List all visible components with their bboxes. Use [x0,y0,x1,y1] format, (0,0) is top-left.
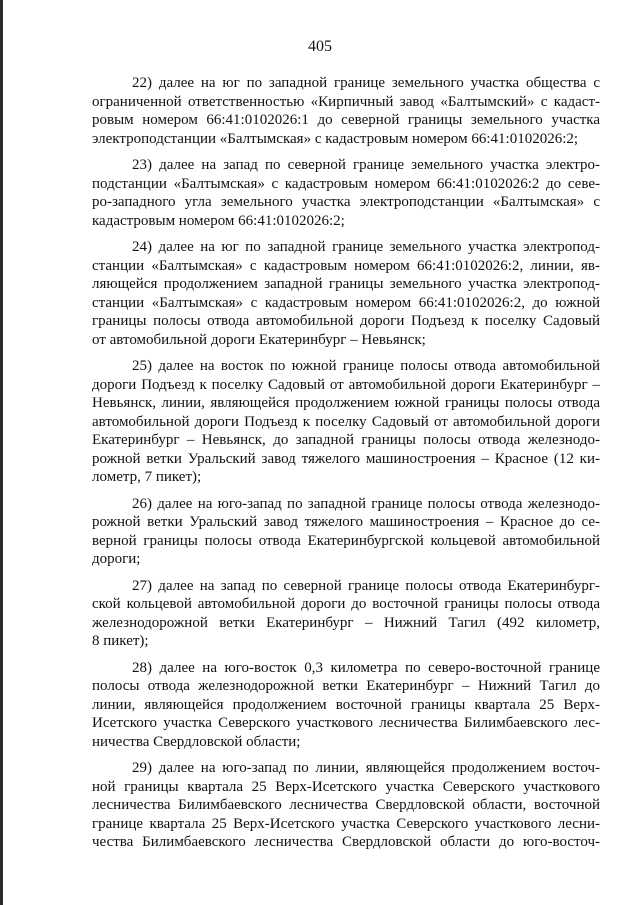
paragraph-28 [92,659,600,752]
text-line: 8 пикет); [92,633,149,649]
text-line: ной границы квартала 25 Верх-Исетского участка Северского участкового [92,778,600,795]
paragraph-27 [92,577,600,651]
text-line: полосы отвода железнодорожной ветки Екатеринбург – Нижний Тагил до [92,678,600,694]
paragraph-25 [92,357,600,487]
text-line: верной границы полосы отвода Екатеринбургской кольцевой автомобильной [92,532,600,549]
text-line: 23) далее на запад по северной границе земельного участка электро- [132,157,600,173]
text-line: кадастровым номером 66:41:0102026:2; [92,212,345,229]
text-line: от автомобильной дороги Екатеринбург – Невьянск; [92,331,426,348]
text-line: линии, являющейся продолжением восточной границы квартала 25 Верх- [92,696,600,713]
text-line: рожной ветки Уральский завод тяжелого машиностроения – Красное до се- [92,514,600,530]
text-line: 27) далее на запад по северной границе полосы отвода Екатеринбург- [132,577,600,594]
text-line: 25) далее на восток по южной границе полосы отвода автомобильной [132,358,600,374]
text-line: ровым номером 66:41:0102026:1 до северной границы земельного участка [92,112,600,128]
paragraph-24 [92,238,600,349]
text-line: ской кольцевой автомобильной дороги до восточной границы полосы отвода [92,596,600,612]
text-line: Исетского участка Северского участкового лесничества Билимбаевского лес- [92,715,600,731]
text-line: подстанции «Балтымская» с кадастровым номером 66:41:0102026:2 до севе- [92,175,600,192]
text-line: дороги Подъезд к поселку Садовый от автомобильной дороги Екатеринбург – [92,376,600,393]
text-line: границы полосы отвода автомобильной дороги Подъезд к поселку Садовый [92,313,600,329]
text-line: лометр, 7 пикет); [92,469,202,485]
text-line: 29) далее на юго-запад по линии, являющейся продолжением восточ- [132,760,600,776]
paragraph-23 [92,156,600,230]
paragraph-29 [92,759,600,852]
text-line: ничества Свердловской области; [92,733,301,750]
text-line: 22) далее на юг по западной границе земельного участка общества с [132,75,600,91]
text-line: электроподстанции «Балтымская» с кадастровым номером 66:41:0102026:2; [92,130,579,147]
text-line: Невьянск, линии, являющейся продолжением южной границы полосы отвода [92,395,600,411]
text-line: 24) далее на юг по западной границе земельного участка электропод- [132,239,600,255]
text-line: железнодорожной ветки Екатеринбург – Нижний Тагил (492 километр, [92,614,600,631]
text-line: ро-западного угла земельного участка электроподстанции «Балтымская» с [92,194,600,210]
text-line: автомобильной дороги Подъезд к поселку Садовый от автомобильной дороги [92,413,600,430]
text-line: ограниченной ответственностью «Кирпичный завод «Балтымский» с кадаст- [92,93,600,110]
text-line: дороги; [92,551,141,567]
document-body [92,74,600,860]
page-number: 405 [308,38,332,55]
paragraph-22 [92,74,600,148]
text-line: ляющейся продолжением западной границы земельного участка электропод- [92,276,600,292]
paragraph-26 [92,495,600,569]
text-line: 26) далее на юго-запад по западной границе полосы отвода железнодо- [132,495,600,512]
text-line: станции «Балтымская» с кадастровым номером 66:41:0102026:2, до южной [92,294,600,311]
text-line: границе квартала 25 Верх-Исетского участка Северского участкового лесни- [92,815,600,832]
text-line: станции «Балтымская» с кадастровым номером 66:41:0102026:2, линии, яв- [92,257,600,274]
text-line: Екатеринбург – Невьянск, до западной границы полосы отвода железнодо- [92,432,600,448]
text-line: лесничества Билимбаевского лесничества Свердловской области, восточной [92,797,600,813]
text-line: чества Билимбаевского лесничества Свердловской области до юго-восточ- [92,834,600,850]
text-line: 28) далее на юго-восток 0,3 километра по северо-восточной границе [132,659,600,676]
text-line: рожной ветки Уральский завод тяжелого машиностроения – Красное (12 ки- [92,450,600,467]
